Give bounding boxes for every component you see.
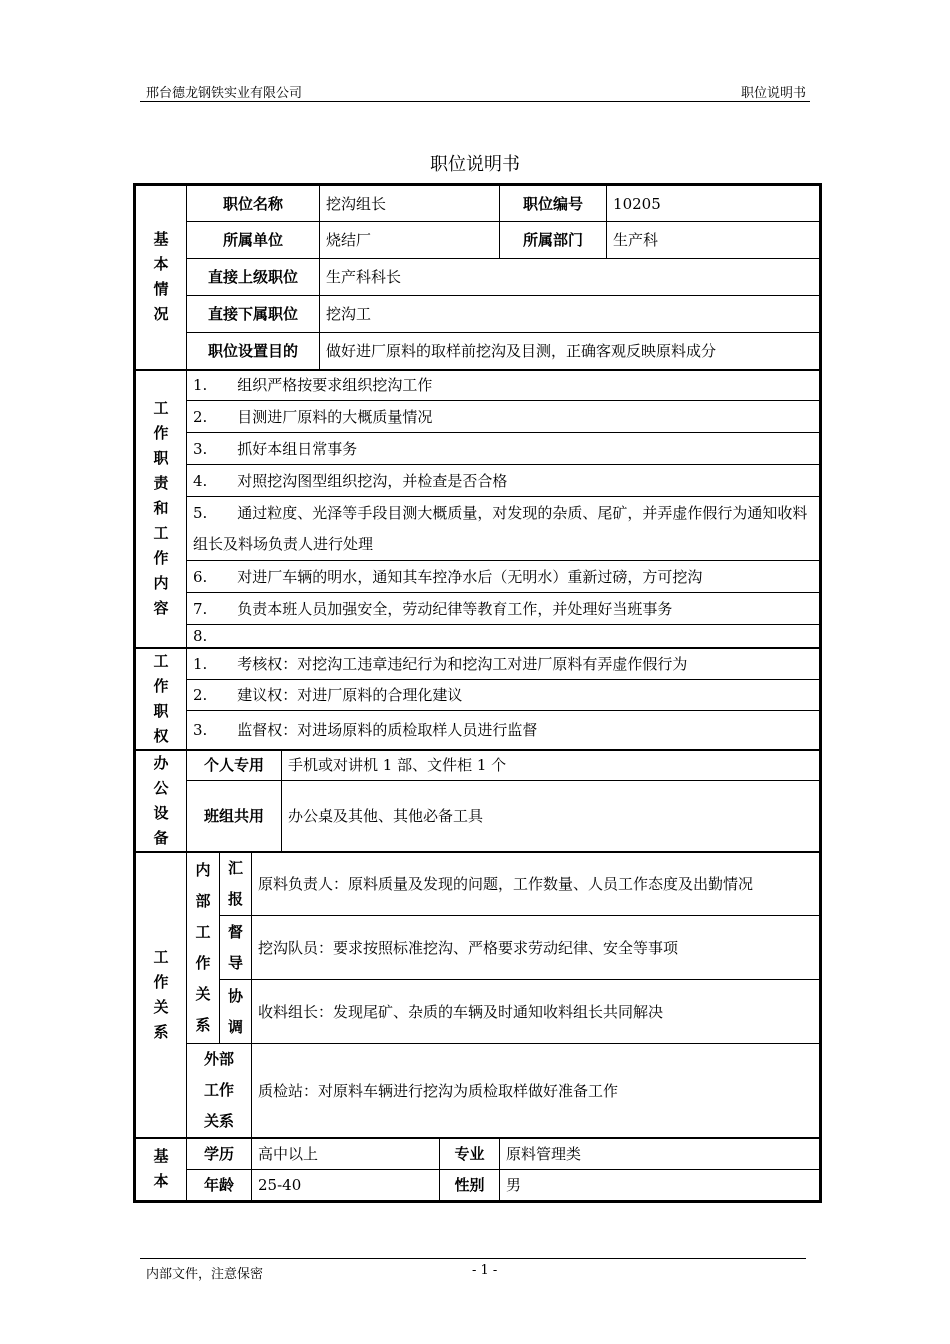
page-title: 职位说明书 [430, 154, 520, 175]
purpose-value: 做好进厂原料的取样前挖沟及目测，正确客观反映原料成分 [320, 333, 821, 370]
purpose-label: 职位设置目的 [187, 333, 320, 370]
major-label: 专业 [440, 1138, 500, 1169]
authority-item: 1. 考核权：对挖沟工违章违纪行为和挖沟工对进厂原料有弄虚作假行为 [187, 648, 821, 680]
confidential-note: 内部文件，注意保密 [146, 1267, 264, 1282]
section-relations: 工作关系 [135, 852, 187, 1138]
duty-item: 4. 对照挖沟图型组织挖沟，并检查是否合格 [187, 465, 821, 497]
position-code-label: 职位编号 [500, 185, 607, 222]
job-description-table [133, 183, 822, 1203]
education-value: 高中以上 [252, 1138, 440, 1169]
unit-label: 所属单位 [187, 222, 320, 259]
duty-item: 1. 组织严格按要求组织挖沟工作 [187, 370, 821, 401]
position-name-value: 挖沟组长 [320, 185, 500, 222]
subordinate-value: 挖沟工 [320, 296, 821, 333]
report-label: 汇报 [220, 852, 252, 916]
company-name: 邢台德龙钢铁实业有限公司 [146, 86, 303, 101]
section-duties: 工作职责和工作内容 [135, 370, 187, 649]
duty-item: 8. [187, 625, 821, 649]
personal-equipment-label: 个人专用 [187, 750, 282, 780]
duty-item: 2. 目测进厂原料的大概质量情况 [187, 401, 821, 433]
authority-item: 2. 建议权：对进厂原料的合理化建议 [187, 680, 821, 711]
department-value: 生产科 [607, 222, 821, 259]
section-authority: 工作职权 [135, 648, 187, 750]
position-code-value: 10205 [607, 185, 821, 222]
major-value: 原料管理类 [500, 1138, 821, 1169]
header-doc-type: 职位说明书 [740, 86, 806, 101]
page-number: - 1 - [472, 1263, 498, 1278]
coordinate-label: 协调 [220, 980, 252, 1044]
age-value: 25-40 [252, 1169, 440, 1201]
shared-equipment-label: 班组共用 [187, 780, 282, 852]
external-relations-label: 外部工作关系 [187, 1044, 252, 1139]
supervise-value: 挖沟队员：要求按照标准挖沟、严格要求劳动纪律、安全等事项 [252, 916, 821, 980]
duty-item: 3. 抓好本组日常事务 [187, 433, 821, 465]
position-name-label: 职位名称 [187, 185, 320, 222]
authority-item: 3. 监督权：对进场原料的质检取样人员进行监督 [187, 711, 821, 750]
department-label: 所属部门 [500, 222, 607, 259]
section-basic-info: 基本情况 [135, 185, 187, 370]
supervise-label: 督导 [220, 916, 252, 980]
section-equipment: 办公设备 [135, 750, 187, 852]
duty-item: 7. 负责本班人员加强安全，劳动纪律等教育工作，并处理好当班事务 [187, 593, 821, 625]
footer-rule [140, 1258, 806, 1259]
unit-value: 烧结厂 [320, 222, 500, 259]
coordinate-value: 收料组长：发现尾矿、杂质的车辆及时通知收料组长共同解决 [252, 980, 821, 1044]
internal-relations-label: 内部工作关系 [187, 852, 220, 1044]
duty-item: 5. 通过粒度、光泽等手段目测大概质量，对发现的杂质、尾矿，并弄虚作假行为通知收料组长及料场负责人进行处理 [187, 497, 821, 561]
superior-value: 生产科科长 [320, 259, 821, 296]
shared-equipment-value: 办公桌及其他、其他必备工具 [282, 780, 821, 852]
external-relations-value: 质检站：对原料车辆进行挖沟为质检取样做好准备工作 [252, 1044, 821, 1139]
gender-value: 男 [500, 1169, 821, 1201]
duty-item: 6. 对进厂车辆的明水，通知其车控净水后（无明水）重新过磅，方可挖沟 [187, 561, 821, 593]
superior-label: 直接上级职位 [187, 259, 320, 296]
report-value: 原料负责人：原料质量及发现的问题，工作数量、人员工作态度及出勤情况 [252, 852, 821, 916]
gender-label: 性别 [440, 1169, 500, 1201]
header-rule [140, 101, 810, 102]
age-label: 年龄 [187, 1169, 252, 1201]
section-requirements: 基本 [135, 1138, 187, 1201]
subordinate-label: 直接下属职位 [187, 296, 320, 333]
personal-equipment-value: 手机或对讲机 1 部、文件柜 1 个 [282, 750, 821, 780]
education-label: 学历 [187, 1138, 252, 1169]
